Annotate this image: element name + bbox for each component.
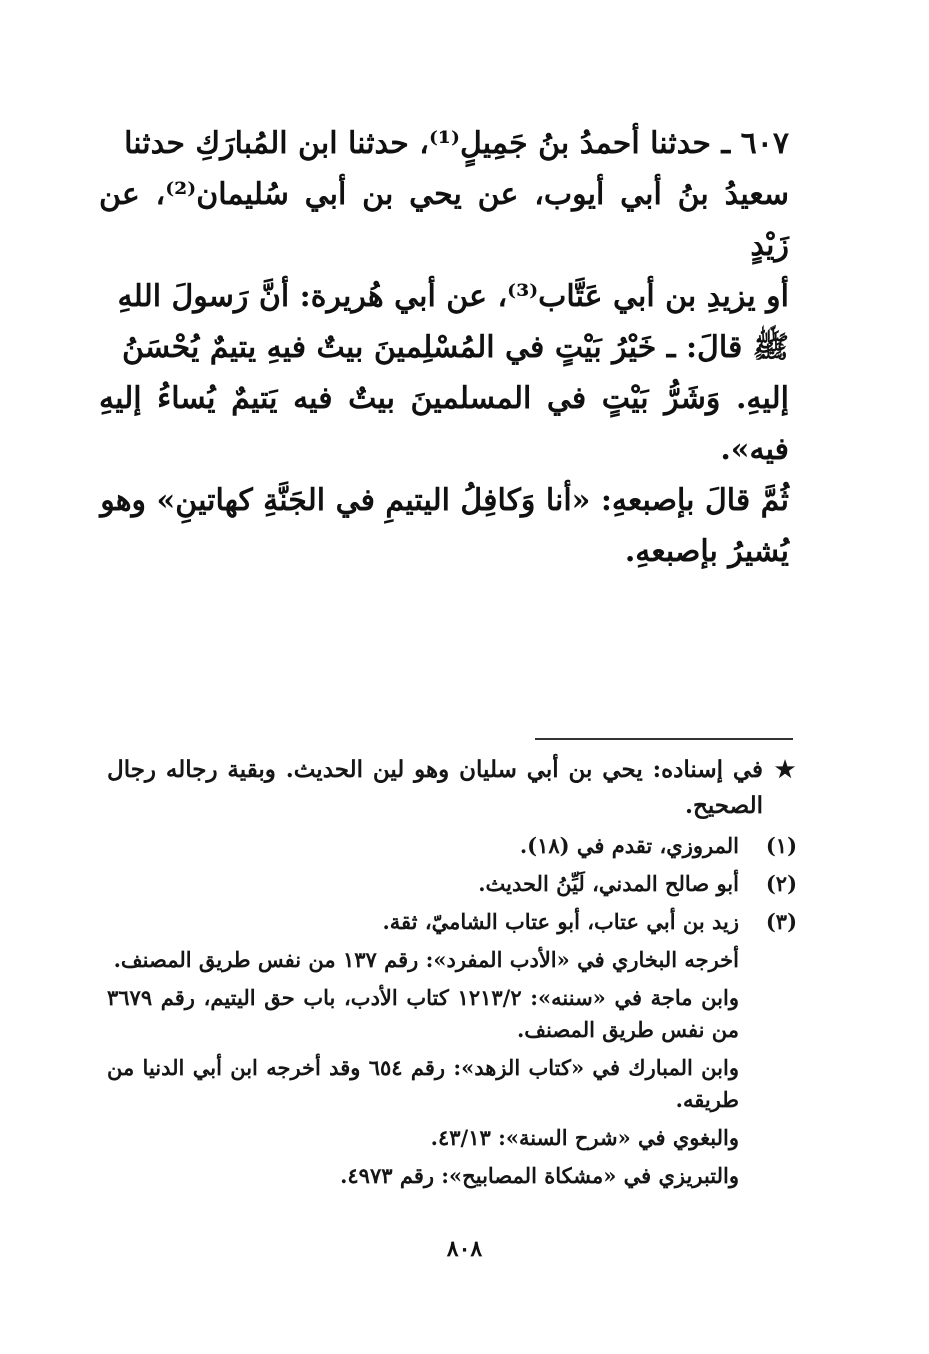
- reference-line: أخرجه البخاري في «الأدب المفرد»: رقم ١٣٧ من نفس طريق المصنف.: [113, 947, 739, 972]
- hadith-line: ثُمَّ قالَ بإصبعهِ: «أنا وَكافِلُ اليتيمِ في الجَنَّةِ كهاتينِ» وهو: [100, 483, 789, 518]
- footnote-star-text: في إسناده: يحي بن أبي سليان وهو لين الحديث. وبقية رجاله رجال الصحيح.: [107, 756, 763, 819]
- reference-line: والتبريزي في «مشكاة المصابيح»: رقم ٤٩٧٣.: [340, 1163, 739, 1188]
- footnote-number: (٢): [765, 871, 797, 896]
- reference-line: والبغوي في «شرح السنة»: ٤٣/١٣.: [430, 1125, 739, 1150]
- page-number: ٨٠٨: [446, 1236, 483, 1262]
- hadith-line: يُشيرُ بإصبعهِ.: [624, 534, 789, 569]
- reference-line: وابن ماجة في «سننه»: ١٢١٣/٢ كتاب الأدب، باب حق اليتيم، رقم ٣٦٧٩ من نفس طريق المصنف.: [107, 985, 739, 1042]
- footnote-text: المروزي، تقدم في (١٨).: [519, 833, 739, 858]
- hadith-line: إليهِ. وَشَرُّ بَيْتٍ في المسلمينَ بيتٌ فيه يَتيمٌ يُساءُ إليهِ فيه».: [99, 381, 789, 467]
- footnote-number: (١): [765, 833, 797, 858]
- reference-line: وابن المبارك في «كتاب الزهد»: رقم ٦٥٤ وقد أخرجه ابن أبي الدنيا من طريقه.: [107, 1055, 739, 1112]
- footnote-star: [107, 752, 797, 824]
- footnote-1: [107, 830, 797, 862]
- footnote-3: [107, 906, 797, 938]
- footnote-2: [107, 868, 797, 900]
- footnote-divider: [535, 738, 793, 740]
- star-icon: ★: [774, 756, 796, 783]
- hadith-line: سعيدُ بنُ أبي أيوب، عن يحي بن أبي سُليمان⁽²⁾، عن زَيْدٍ: [99, 177, 789, 263]
- footnotes: [107, 752, 797, 1198]
- footnote-text: أبو صالح المدني، لَيِّنُ الحديث.: [478, 871, 739, 896]
- hadith-text: [99, 118, 789, 577]
- hadith-line: ٦٠٧ ـ حدثنا أحمدُ بنُ جَمِيلٍ⁽¹⁾، حدثنا ابن المُبارَكِ حدثنا: [124, 126, 789, 161]
- hadith-line: أو يزيدِ بن أبي عَتَّاب⁽³⁾، عن أبي هُريرة: أنَّ رَسولَ اللهِ: [117, 279, 789, 314]
- footnote-number: (٣): [765, 909, 797, 934]
- footnote-text: زيد بن أبي عتاب، أبو عتاب الشاميّ، ثقة.: [382, 909, 739, 934]
- hadith-line: ﷺ قالَ: ـ خَيْرُ بَيْتٍ في المُسْلِمينَ بيتٌ فيهِ يتيمٌ يُحْسَنُ: [121, 330, 789, 365]
